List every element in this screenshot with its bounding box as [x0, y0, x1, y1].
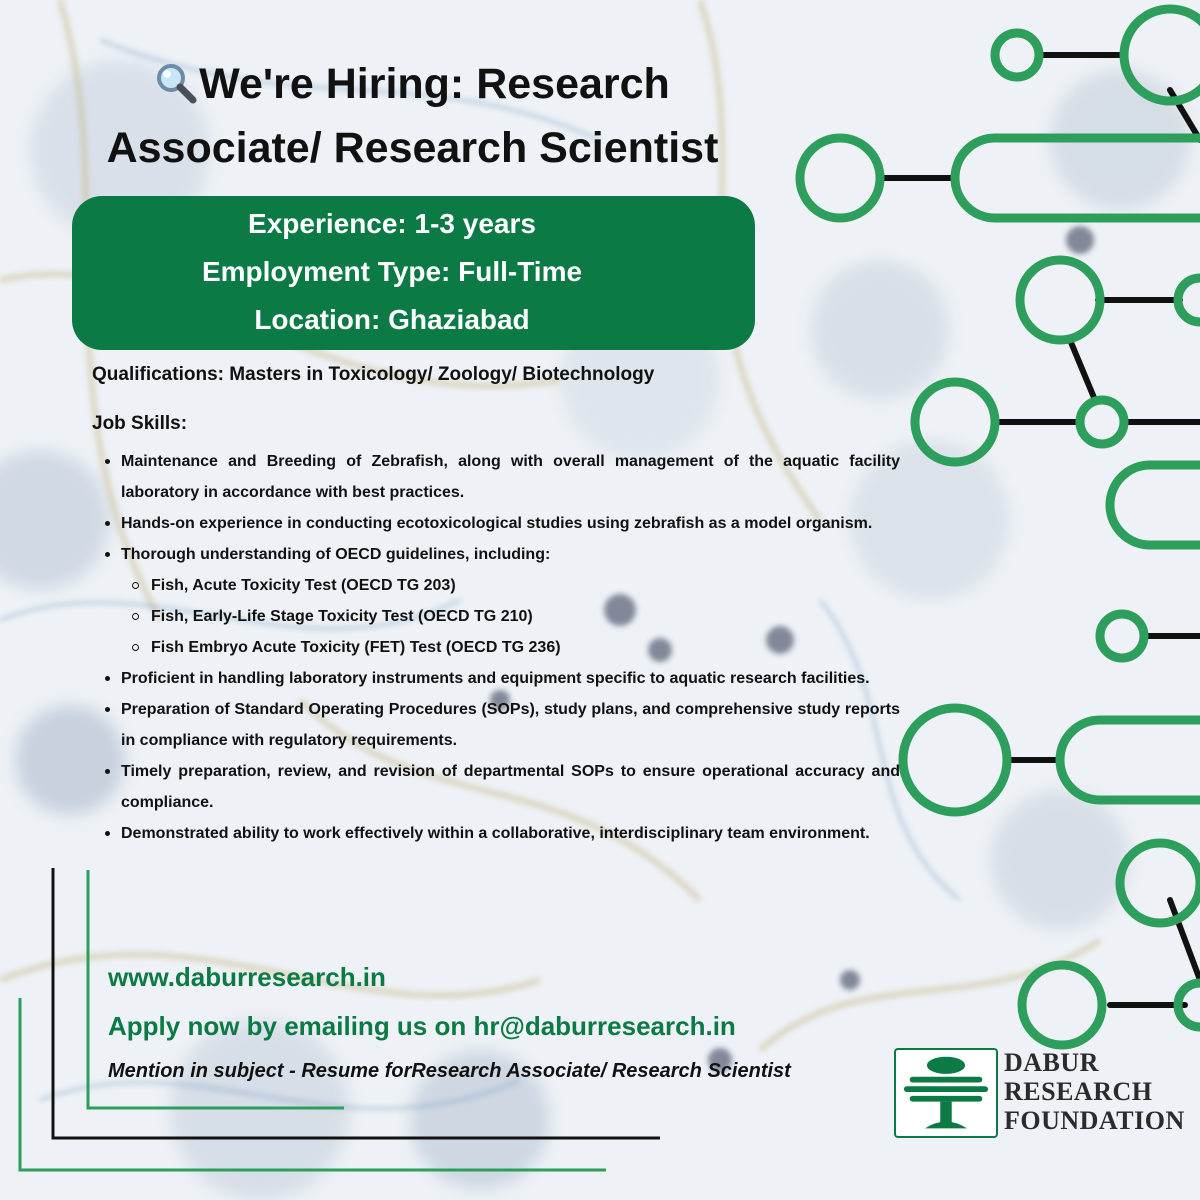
skill-item [92, 539, 900, 663]
logo-wordmark [1004, 1048, 1185, 1135]
oecd-guidelines-list [121, 570, 900, 663]
oecd-guideline-item: Fish Embryo Acute Toxicity (FET) Test (OECD TG 236) [121, 632, 900, 663]
skill-item: Preparation of Standard Operating Procedures (SOPs), study plans, and comprehensive study reports in compliance with regulatory requirements. [92, 694, 900, 756]
skill-item-text: Thorough understanding of OECD guidelines, including: [121, 546, 551, 563]
email-subject-instruction: Mention in subject - Resume forResearch Associate/ Research Scientist [108, 1060, 791, 1082]
skill-item: Maintenance and Breeding of Zebrafish, along with overall management of the aquatic facility laboratory in accordance with best practices. [92, 446, 900, 508]
qualifications-text: Qualifications: Masters in Toxicology/ Zoology/ Biotechnology [92, 364, 655, 385]
magnifying-glass-icon [155, 62, 197, 104]
skill-item: Demonstrated ability to work effectively within a collaborative, interdisciplinary team environment. [92, 818, 900, 849]
website-link[interactable]: www.daburresearch.in [108, 962, 386, 992]
location-text: Location: Ghaziabad [254, 304, 530, 335]
oecd-guideline-item: Fish, Acute Toxicity Test (OECD TG 203) [121, 570, 900, 601]
apply-email-text[interactable]: Apply now by emailing us on hr@daburresearch.in [108, 1011, 736, 1041]
skill-item: Proficient in handling laboratory instruments and equipment specific to aquatic research facilities. [92, 663, 900, 694]
title-line-1 [40, 52, 785, 116]
experience-text: Experience: 1-3 years [248, 208, 536, 239]
skill-item: Hands-on experience in conducting ecotoxicological studies using zebrafish as a model organism. [92, 508, 900, 539]
job-skills-list [92, 446, 900, 849]
job-info-box [72, 196, 755, 350]
logo-line-3: FOUNDATION [1004, 1106, 1185, 1135]
title-text-line-2: Associate/ Research Scientist [106, 124, 719, 172]
oecd-guideline-item: Fish, Early-Life Stage Toxicity Test (OECD TG 210) [121, 601, 900, 632]
page-title [40, 52, 785, 180]
employment-type-text: Employment Type: Full-Time [201, 256, 583, 287]
tree-logo-icon [894, 1048, 998, 1138]
title-text-line-1: We're Hiring: Research [199, 60, 670, 108]
dabur-research-foundation-logo [894, 1048, 1194, 1140]
logo-line-1: DABUR [1004, 1048, 1099, 1077]
skill-item: Timely preparation, review, and revision of departmental SOPs to ensure operational accuracy and compliance. [92, 756, 900, 818]
logo-line-2: RESEARCH [1004, 1077, 1153, 1106]
job-skills-heading: Job Skills: [92, 413, 188, 434]
